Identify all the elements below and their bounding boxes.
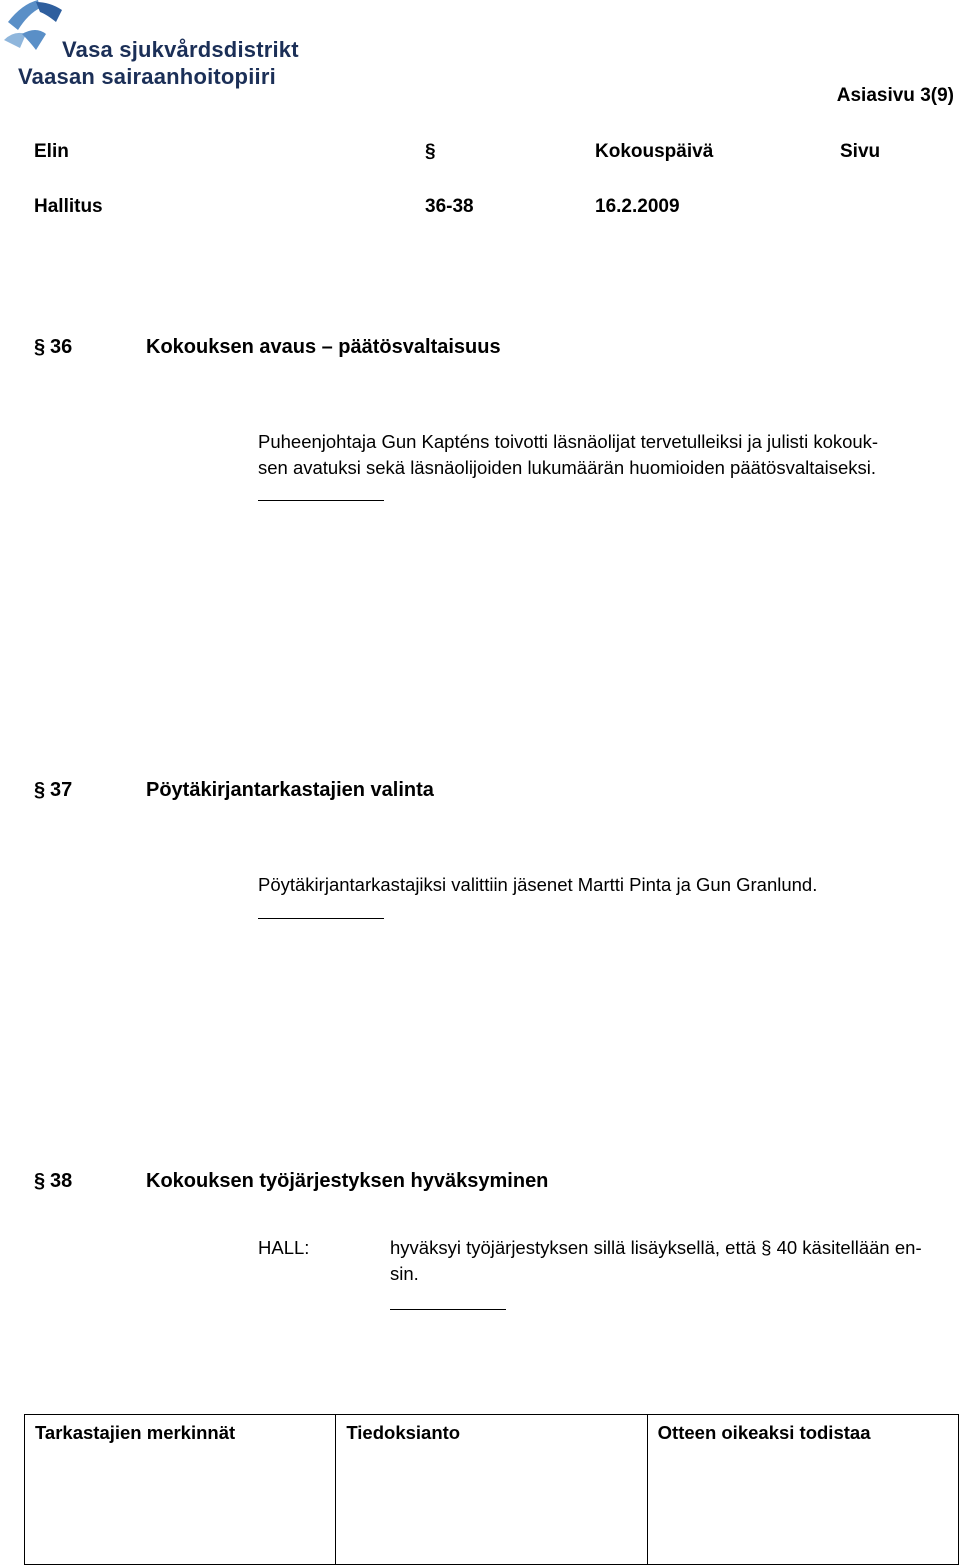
footer-cell-certification <box>647 1415 958 1565</box>
section-number: 37 <box>50 779 73 801</box>
footer-label: Otteen oikeaksi todistaa <box>657 1422 871 1443</box>
footer-label: Tarkastajien merkinnät <box>35 1422 236 1443</box>
section-end-rule <box>258 500 384 501</box>
section-number: 36 <box>50 336 73 358</box>
header-sections: 36-38 <box>425 196 474 217</box>
org-name-swedish: Vasa sjukvårdsdistrikt <box>62 37 299 62</box>
header-label-organ: Elin <box>34 141 69 162</box>
footer-cell-notification <box>336 1415 647 1565</box>
section-title: Pöytäkirjantarkastajien valinta <box>146 779 434 801</box>
section-title: Kokouksen työjärjestyksen hyväksyminen <box>146 1170 549 1192</box>
header-label-page: Sivu <box>840 141 881 162</box>
section-end-rule <box>258 918 384 919</box>
page-number: Asiasivu 3(9) <box>836 85 954 106</box>
section-sign: § <box>34 779 46 801</box>
section-sign: § <box>34 336 46 358</box>
section-end-rule <box>390 1309 506 1310</box>
section-sign: § <box>34 1170 46 1192</box>
paragraph-line: sin. <box>390 1263 419 1284</box>
decision-label: HALL: <box>258 1237 310 1258</box>
paragraph-line: Puheenjohtaja Gun Kapténs toivotti läsnäolijat tervetulleiksi ja julisti kokouk- <box>258 431 879 452</box>
logo <box>0 0 300 95</box>
footer-label: Tiedoksianto <box>346 1422 461 1443</box>
header-label-section: § <box>425 141 436 162</box>
section-number: 38 <box>50 1170 73 1192</box>
footer-cell-reviewers <box>25 1415 336 1565</box>
paragraph-line: Pöytäkirjantarkastajiksi valittiin jäsenet Martti Pinta ja Gun Granlund. <box>258 874 818 895</box>
header-organ: Hallitus <box>34 196 103 217</box>
org-name-finnish: Vaasan sairaanhoitopiiri <box>18 64 276 89</box>
header-date: 16.2.2009 <box>595 196 680 217</box>
paragraph-line: sen avatuksi sekä läsnäolijoiden lukumäärän huomioiden päätösvaltaiseksi. <box>258 457 877 478</box>
logo-mark-icon <box>0 0 70 60</box>
header-label-date: Kokouspäivä <box>595 141 714 162</box>
section-title: Kokouksen avaus – päätösvaltaisuus <box>146 336 501 358</box>
paragraph-line: hyväksyi työjärjestyksen sillä lisäyksellä, että § 40 käsitellään en- <box>390 1237 922 1258</box>
footer-table <box>24 1414 959 1565</box>
